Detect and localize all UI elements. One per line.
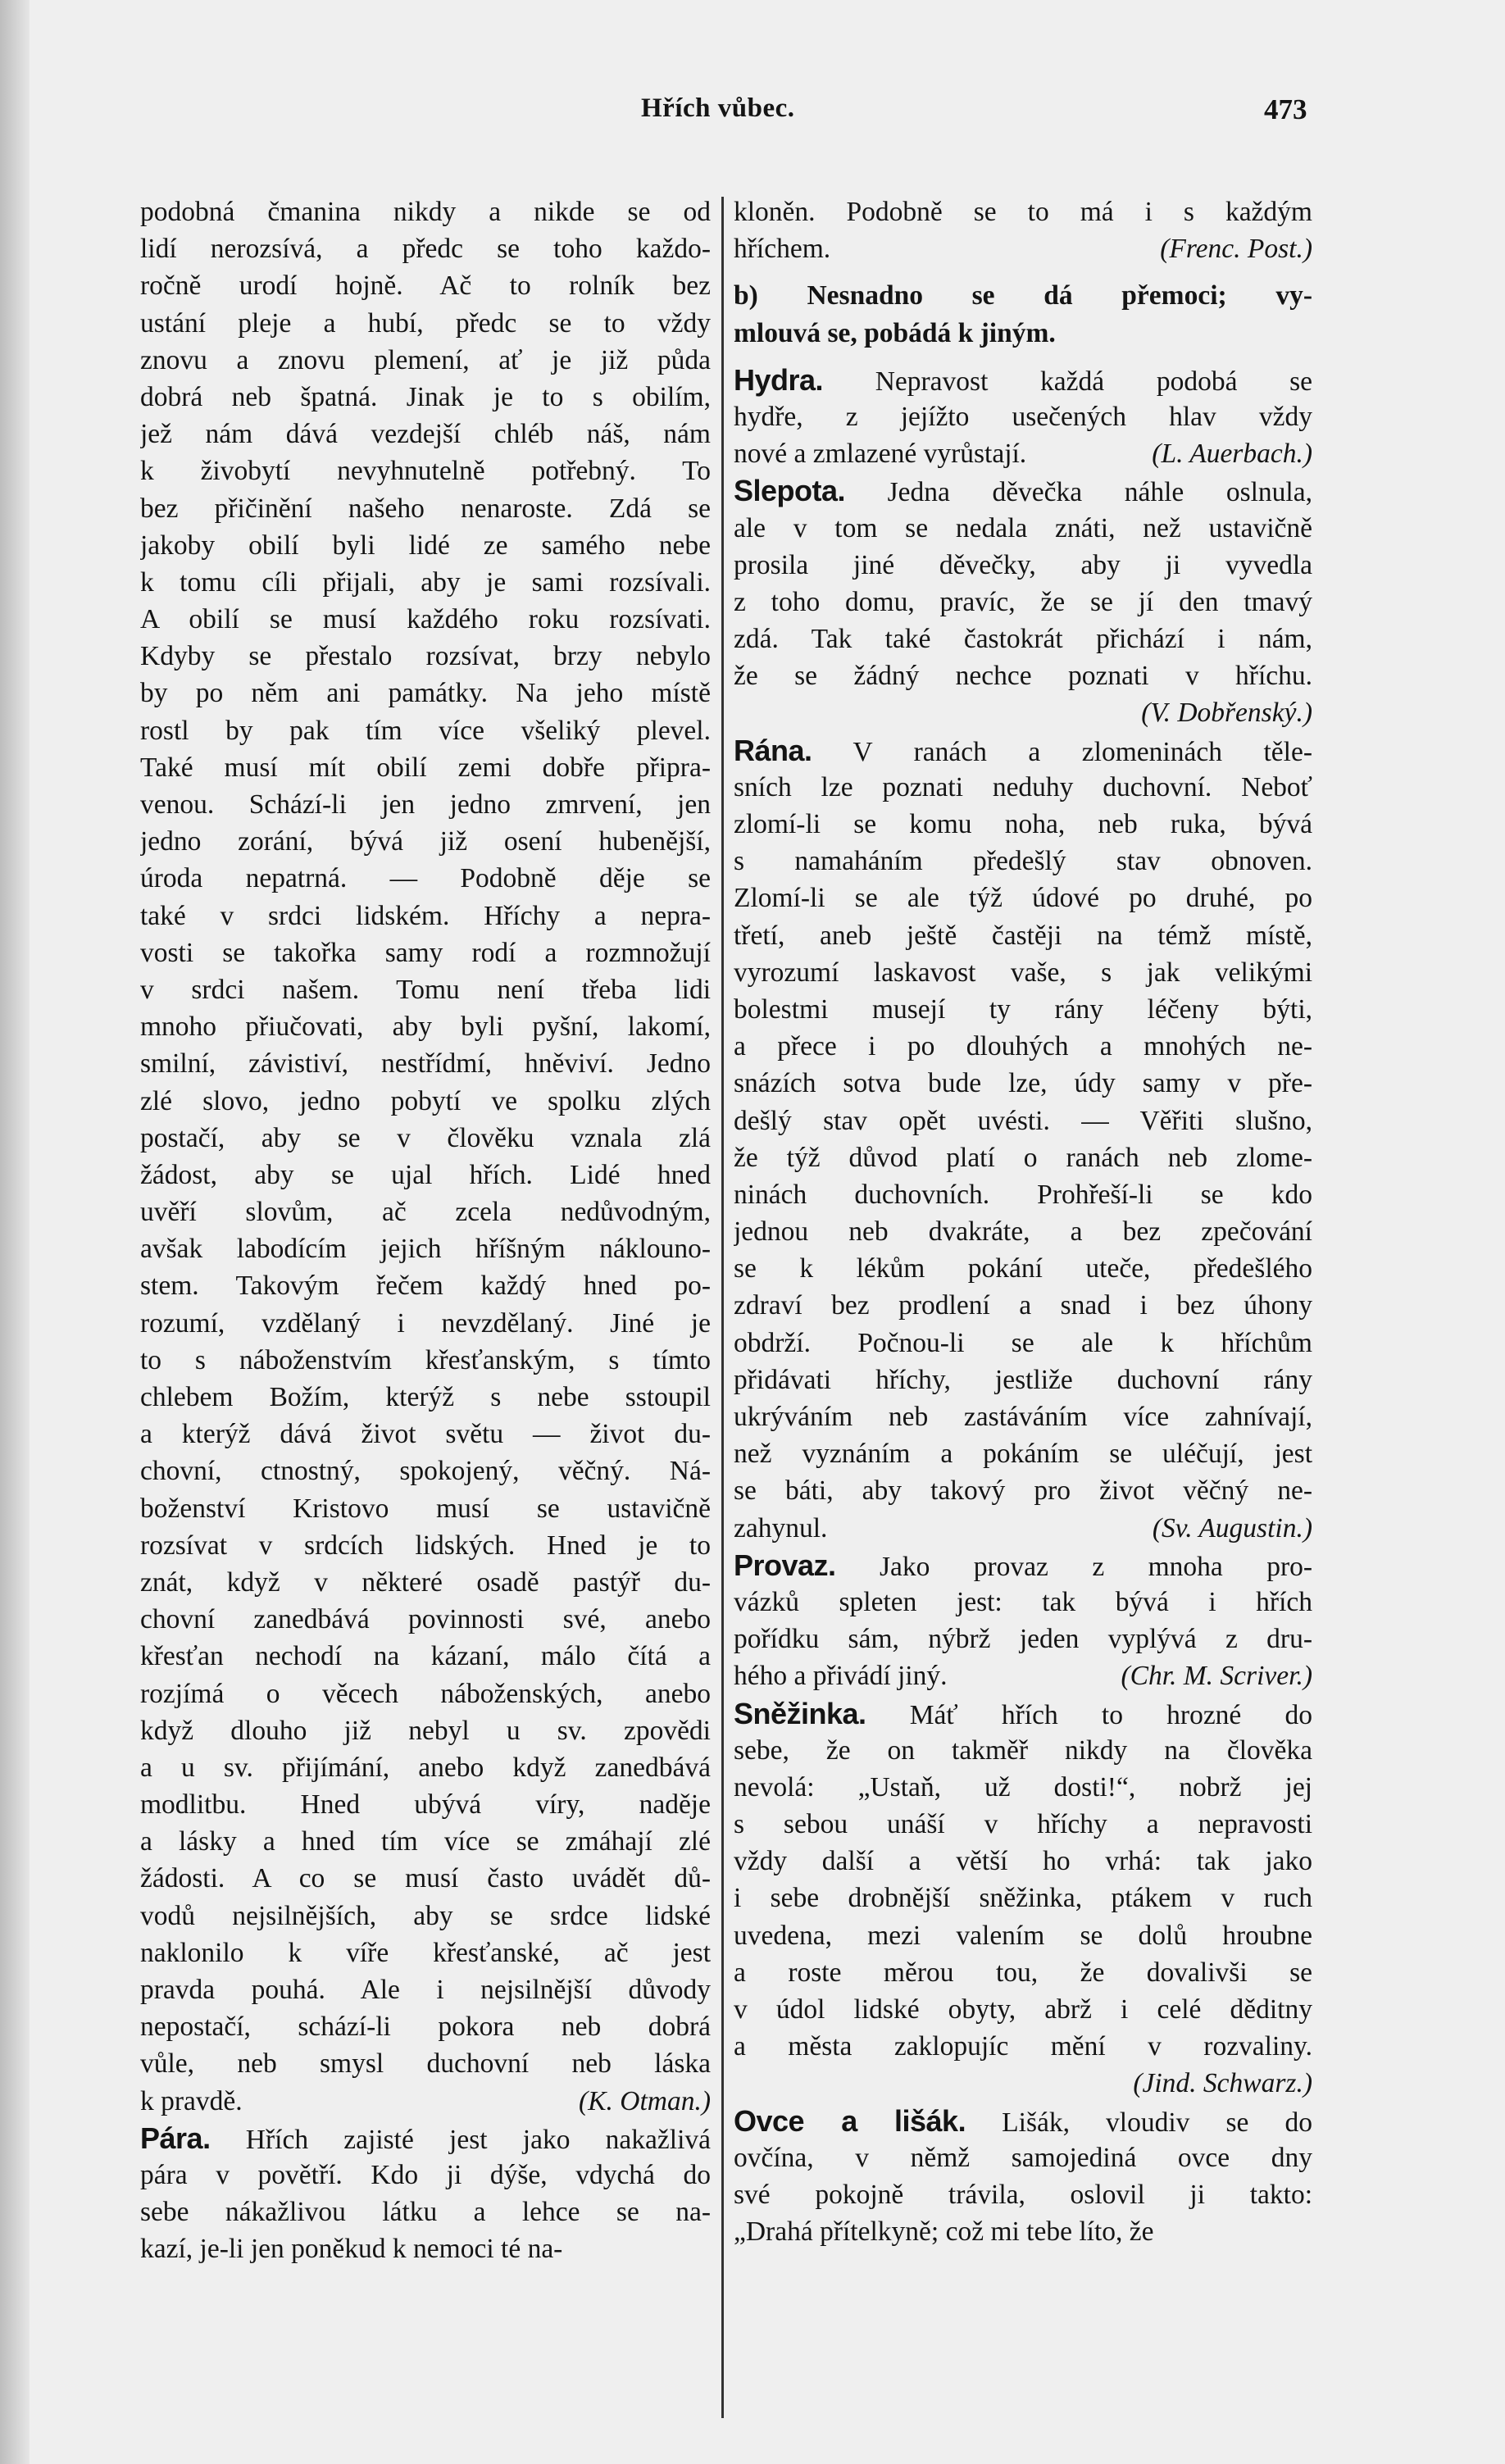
rana-text-line: že týž důvod platí o ranách neb zlome-	[734, 1142, 1312, 1173]
rana-first-text: V ranách a zlomeninách těle-	[812, 736, 1312, 767]
text-line: rostl by pak tím více všeliký plevel.	[140, 715, 711, 746]
provaz-citation-line	[734, 1657, 1312, 1694]
text-line: křesťan nechodí na kázaní, málo čítá a	[140, 1641, 711, 1672]
right-entries	[734, 361, 1312, 2251]
para-entry-first-line	[140, 2120, 711, 2157]
provaz-keyword: Provaz.	[734, 1548, 836, 1582]
rana-text-line: zlomí-li se komu noha, neb ruka, bývá	[734, 809, 1312, 839]
rana-text-line: než vyznáním a pokáním se uléčují, jest	[734, 1439, 1312, 1470]
text-line: naklonilo k víře křesťanské, ač jest	[140, 1937, 711, 1968]
rana-text-line: ninách duchovních. Prohřeší-li se kdo	[734, 1179, 1312, 1210]
text-line: zlé slovo, jedno pobytí ve spolku zlých	[140, 1085, 711, 1116]
text-line: k živobytí nevyhnutelně potřebný. To	[140, 456, 711, 487]
text-line: podobná čmanina nikdy a nikde se od	[140, 197, 711, 227]
rana-source: (Sv. Augustin.)	[1152, 1512, 1312, 1543]
text-line: by po něm ani památky. Na jeho místě	[140, 678, 711, 709]
rana-keyword: Rána.	[734, 733, 812, 767]
text-line: stem. Takovým řečem každý hned po-	[140, 1271, 711, 1302]
provaz-text-line: pořídku sám, nýbrž jeden vyplývá z dru-	[734, 1624, 1312, 1655]
ovce-first-line	[734, 2103, 1312, 2139]
text-line: rozsívat v srdcích lidských. Hned je to	[140, 1530, 711, 1561]
snezinka-first-text: Máť hřích to hrozné do	[866, 1699, 1312, 1730]
slepota-text-line: z toho domu, pravíc, že se jí den tmavý	[734, 586, 1312, 617]
text-line: to s náboženstvím křesťanským, s tímto	[140, 1344, 711, 1375]
text-line: avšak labodícím jejich hříšným náklouno-	[140, 1234, 711, 1265]
text-line: kazí, je-li jen poněkud k nemoci té na-	[140, 2234, 563, 2265]
text-line: žádost, aby se ujal hřích. Lidé hned	[140, 1159, 711, 1190]
rana-text-line: přidávati hříchy, jestliže duchovní rány	[734, 1364, 1312, 1395]
text-line: uvěří slovům, ač zcela nedůvodným,	[140, 1197, 711, 1228]
text-line: a lásky a hned tím více se zmáhají zlé	[140, 1826, 711, 1857]
rana-text-line: snázích sotva bude lze, údy samy v pře-	[734, 1068, 1312, 1099]
text-line: modlitbu. Hned ubývá víry, naděje	[140, 1789, 711, 1821]
text-line: bez přičinění našeho nenaroste. Zdá se	[140, 493, 711, 524]
para-keyword: Pára.	[140, 2121, 211, 2155]
text-line: jakoby obilí byli lidé ze samého nebe	[140, 530, 711, 561]
left-column-text	[140, 193, 711, 2083]
text-line: ustání pleje a hubí, předc se to vždy	[140, 307, 711, 339]
provaz-text-line: vázků spleten jest: tak bývá i hřích	[734, 1586, 1312, 1617]
text-line: smilní, závistiví, nestřídmí, hněviví. Jedno	[140, 1048, 711, 1080]
text-line: ročně urodí hojně. Ač to rolník bez	[140, 270, 711, 302]
slepota-text-line: prosila jiné děvečky, aby ji vyvedla	[734, 549, 1312, 580]
para-first-text: Hřích zajisté jest jako nakažlivá	[245, 2124, 711, 2155]
text-line: dobrá neb špatná. Jinak je to s obilím,	[140, 381, 711, 412]
hydra-first-line	[734, 361, 1312, 398]
provaz-source: (Chr. M. Scriver.)	[1121, 1661, 1312, 1692]
rana-text-line: se báti, aby takový pro život věčný ne-	[734, 1475, 1312, 1507]
text-line: boženství Kristovo musí se ustavičně	[140, 1493, 711, 1524]
snezinka-text-line: vždy další a větší ho vrhá: tak jako	[734, 1846, 1312, 1877]
hydra-citation-line	[734, 435, 1312, 472]
snezinka-first-line	[734, 1695, 1312, 1732]
rana-text-line: jednou neb dvakráte, a bez zpečování	[734, 1216, 1312, 1248]
text-line: jež nám dává vezdejší chléb náš, nám	[140, 419, 711, 450]
rana-text-line: vyrozumí laskavost vaše, s jak velikými	[734, 957, 1312, 988]
provaz-first-text: Jako provaz z mnoha pro-	[835, 1551, 1312, 1582]
para-entry-text	[140, 2157, 711, 2268]
right-intro-text	[734, 193, 1312, 230]
ovce-keyword: Ovce a lišák.	[734, 2103, 966, 2138]
snezinka-text-line: a roste měrou tou, že dovalivši se	[734, 1957, 1312, 1988]
rana-text-line: bolestmi musejí ty rány léčeny býti,	[734, 993, 1312, 1025]
heading-line: b) Nesnadno se dá přemoci; vy-	[734, 280, 1312, 311]
text-line: úroda nepatrná. — Podobně děje se	[140, 863, 711, 894]
snezinka-text-line: sebe, že on takměř nikdy na člověka	[734, 1734, 1312, 1766]
text-line: venou. Schází-li jen jedno zmrvení, jen	[140, 789, 711, 820]
slepota-source: (V. Dobřenský.)	[1141, 698, 1312, 729]
text-line: Kdyby se přestalo rozsívat, brzy nebylo	[140, 641, 711, 672]
text-line: a u sv. přijímání, anebo když zanedbává	[140, 1752, 711, 1783]
right-column	[734, 193, 1312, 2250]
slepota-text-line: ale v tom se nedala znáti, než ustavičně	[734, 512, 1312, 543]
intro-citation-line	[734, 230, 1312, 267]
text-line: pravda pouhá. Ale i nejsilnější důvody	[140, 1975, 711, 2005]
intro-source: (Frenc. Post.)	[1160, 234, 1312, 265]
rana-citation-line	[734, 1510, 1312, 1547]
intro-text: hříchem.	[734, 234, 831, 265]
snezinka-text-line: a města zaklopujíc mění v rozvaliny.	[734, 2031, 1312, 2062]
text-line: také v srdci lidském. Hříchy a nepra-	[140, 900, 711, 931]
text-line: znát, když v některé osadě pastýř du-	[140, 1566, 711, 1598]
text-line: chovní, ctnostný, spokojený, věčný. Ná-	[140, 1456, 711, 1487]
rana-text-line: zdraví bez prodlení a snad i bez úhony	[734, 1290, 1312, 1321]
snezinka-text-line: i sebe drobnější sněžinka, ptákem v ruch	[734, 1883, 1312, 1914]
snezinka-keyword: Sněžinka.	[734, 1696, 866, 1730]
rana-text-line: a přece i po dlouhých a mnohých ne-	[734, 1031, 1312, 1062]
ovce-text-line: „Drahá přítelkyně; což mi tebe líto, že	[734, 2216, 1154, 2248]
text-line: a kterýž dává život světu — život du-	[140, 1419, 711, 1450]
section-heading	[734, 277, 1312, 351]
text-line: když dlouho již nebyl u sv. zpovědi	[140, 1715, 711, 1746]
text-line: Také musí mít obilí zemi dobře připra-	[140, 752, 711, 783]
running-head: Hřích vůbec.	[641, 93, 795, 123]
text-line: znovu a znovu plemení, ať je již půda	[140, 344, 711, 375]
text-line: rozjímá o věcech náboženských, anebo	[140, 1678, 711, 1709]
rana-text-line: dešlý stav opět uvésti. — Věřiti slušno,	[734, 1105, 1312, 1136]
hydra-text-line: hydře, z jejížto usečených hlav vždy	[734, 401, 1312, 432]
slepota-first-text: Jedna děvečka náhle oslnula,	[845, 477, 1312, 508]
otman-source: (K. Otman.)	[579, 2085, 711, 2116]
left-column	[140, 193, 711, 2268]
snezinka-source: (Jind. Schwarz.)	[1133, 2068, 1312, 2099]
otman-text: k pravdě.	[140, 2085, 243, 2116]
rana-text-line: ukrýváním neb zastáváním více zahnívají,	[734, 1402, 1312, 1432]
text-line: žádosti. A co se musí často uvádět dů-	[140, 1863, 711, 1894]
text-line: rozumí, vzdělaný i nevzdělaný. Jiné je	[140, 1307, 711, 1339]
page-number: 473	[1264, 93, 1307, 125]
snezinka-citation-line	[734, 2065, 1312, 2102]
rana-text-line: třetí, aneb ještě častěji na témž místě,	[734, 920, 1312, 951]
slepota-text-line: že se žádný nechce poznati v hříchu.	[734, 661, 1312, 692]
heading-line: mlouvá se, pobádá k jiným.	[734, 317, 1056, 348]
hydra-source: (L. Auerbach.)	[1152, 439, 1312, 470]
slepota-citation-line	[734, 694, 1312, 731]
text-line: postačí, aby se v člověku vznala zlá	[140, 1122, 711, 1153]
text-line: jedno zorání, bývá již osení hubenější,	[140, 826, 711, 857]
provaz-last-text: hého a přivádí jiný.	[734, 1661, 948, 1692]
text-line: sebe nákažlivou látku a lehce se na-	[140, 2197, 711, 2228]
rana-text-line: Zlomí-li se ale týž údové po druhé, po	[734, 883, 1312, 914]
rana-text-line: sních lze poznati neduhy duchovní. Neboť	[734, 771, 1312, 802]
slepota-keyword: Slepota.	[734, 474, 846, 508]
text-line: mnoho přiučovati, aby byli pyšní, lakomí,	[140, 1012, 711, 1043]
ovce-text-line: své pokojně trávila, oslovil ji takto:	[734, 2179, 1312, 2210]
text-line: pára v povětří. Kdo ji dýše, vdychá do	[140, 2159, 711, 2190]
slepota-text-line: zdá. Tak také častokrát přichází i nám,	[734, 624, 1312, 655]
snezinka-text-line: nevolá: „Ustaň, už dosti!“, nobrž jej	[734, 1771, 1312, 1803]
text-line: lidí nerozsívá, a předc se toho každo-	[140, 234, 711, 265]
snezinka-text-line: v údol lidské obyty, abrž i celé děditny	[734, 1994, 1312, 2025]
text-line: kloněn. Podobně se to má i s každým	[734, 197, 1312, 227]
rana-last-text: zahynul.	[734, 1512, 828, 1543]
book-spine-shadow	[0, 0, 30, 2464]
text-line: vůle, neb smysl duchovní neb láska	[140, 2048, 711, 2080]
text-line: k tomu cíli přijali, aby je sami rozsívali.	[140, 566, 711, 598]
text-line: chovní zanedbává povinnosti své, anebo	[140, 1604, 711, 1635]
hydra-keyword: Hydra.	[734, 362, 824, 397]
hydra-first-text: Nepravost každá podobá se	[823, 366, 1312, 397]
rana-text-line: s namaháním předešlý stav obnoven.	[734, 846, 1312, 877]
text-line: A obilí se musí každého roku rozsívati.	[140, 604, 711, 635]
rana-text-line: obdrží. Počnou-li se ale k hříchům	[734, 1327, 1312, 1358]
text-line: nepostačí, schází-li pokora neb dobrá	[140, 2012, 711, 2043]
text-line: vosti se takořka samy rodí a rozmnožují	[140, 937, 711, 968]
snezinka-text-line: s sebou unáší v hříchy a nepravosti	[734, 1809, 1312, 1840]
rana-first-line	[734, 732, 1312, 769]
ovce-text-line: ovčína, v němž samojediná ovce dny	[734, 2142, 1312, 2173]
column-divider	[721, 197, 724, 2418]
hydra-last-text: nové a zmlazené vyrůstají.	[734, 439, 1027, 470]
text-line: v srdci našem. Tomu není třeba lidi	[140, 974, 711, 1005]
slepota-first-line	[734, 472, 1312, 509]
rana-text-line: se k lékům pokání uteče, předešlého	[734, 1253, 1312, 1284]
otman-citation-line	[140, 2083, 711, 2120]
text-line: vodů nejsilnějších, aby se srdce lidské	[140, 1900, 711, 1931]
ovce-first-text: Lišák, vloudiv se do	[966, 2107, 1312, 2138]
text-line: chlebem Božím, kterýž s nebe sstoupil	[140, 1382, 711, 1412]
provaz-first-line	[734, 1547, 1312, 1584]
snezinka-text-line: uvedena, mezi valením se dolů hroubne	[734, 1920, 1312, 1951]
